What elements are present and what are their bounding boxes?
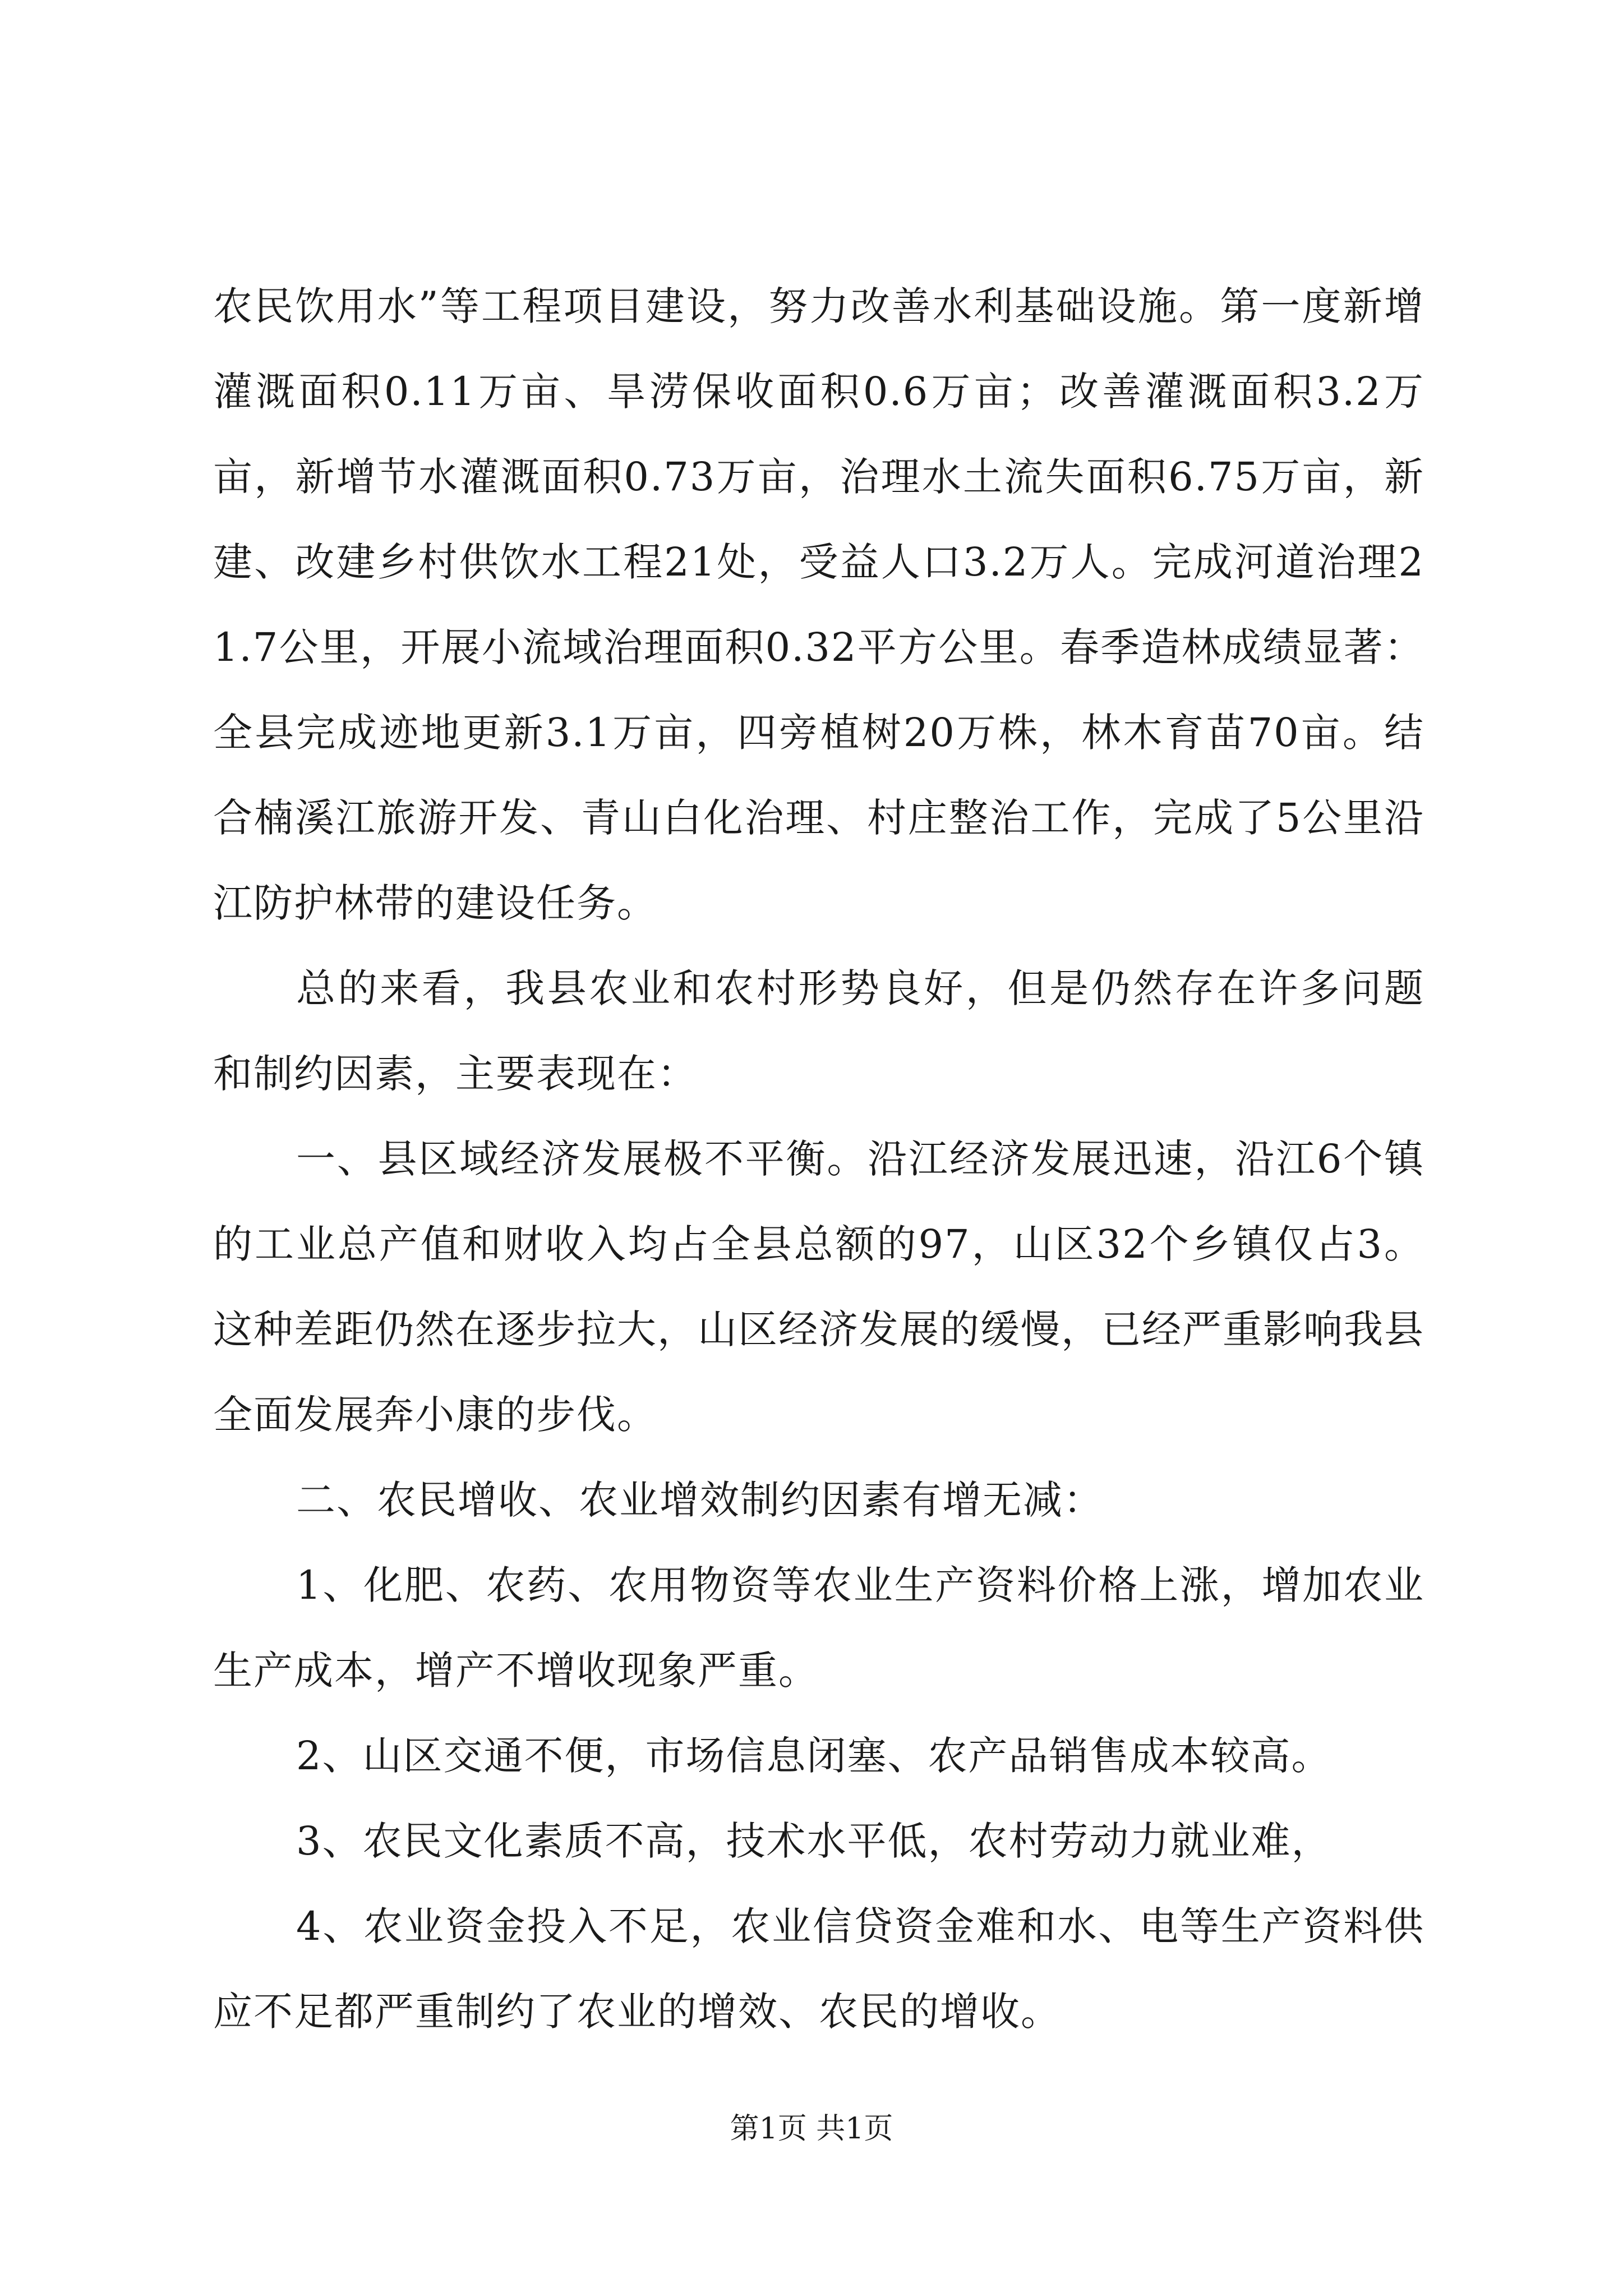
list-item-4: 4、农业资金投入不足，农业信贷资金难和水、电等生产资料供应不足都严重制约了农业的增效、农民的增收。 <box>213 1903 1424 2035</box>
list-item-3: 3、农民文化素质不高，技术水平低，农村劳动力就业难， <box>296 1818 1332 1864</box>
page-footer <box>0 2109 1623 2148</box>
paragraph-regional-imbalance: 一、县区域经济发展极不平衡。沿江经济发展迅速，沿江6个镇的工业总产值和财收入均占全县总额的97，山区32个乡镇仅占3。这种差距仍然在逐步拉大，山区经济发展的缓慢，已经严重影响我县全面发展奔小康的步伐。 <box>213 1136 1424 1438</box>
paragraph-water-conservancy: 农民饮用水”等工程项目建设，努力改善水利基础设施。第一度新增灌溉面积0.11万亩、旱涝保收面积0.6万亩；改善灌溉面积3.2万亩，新增节水灌溉面积0.73万亩，治理水土流失面积6.75万亩，新建、改建乡村供饮水工程21处，受益人口3.2万人。完成河道治理21.7公里，开展小流域治理面积0.32平方公里。春季造林成绩显著：全县完成迹地更新3.1万亩，四旁植树20万株，林木育苗70亩。结合楠溪江旅游开发、青山白化治理、村庄整治工作，完成了5公里沿江防护林带的建设任务。 <box>213 283 1424 926</box>
paragraph-income-constraints: 二、农民增收、农业增效制约因素有增无减： <box>296 1477 1104 1523</box>
page-number-label: 第1页 共1页 <box>730 2112 893 2146</box>
list-item-1: 1、化肥、农药、农用物资等农业生产资料价格上涨，增加农业生产成本，增产不增收现象严重。 <box>213 1562 1424 1694</box>
document-body <box>213 264 1424 2054</box>
paragraph-overall-situation: 总的来看，我县农业和农村形势良好，但是仍然存在许多问题和制约因素，主要表现在： <box>213 965 1424 1097</box>
list-item-2: 2、山区交通不便，市场信息闭塞、农产品销售成本较高。 <box>296 1733 1332 1779</box>
